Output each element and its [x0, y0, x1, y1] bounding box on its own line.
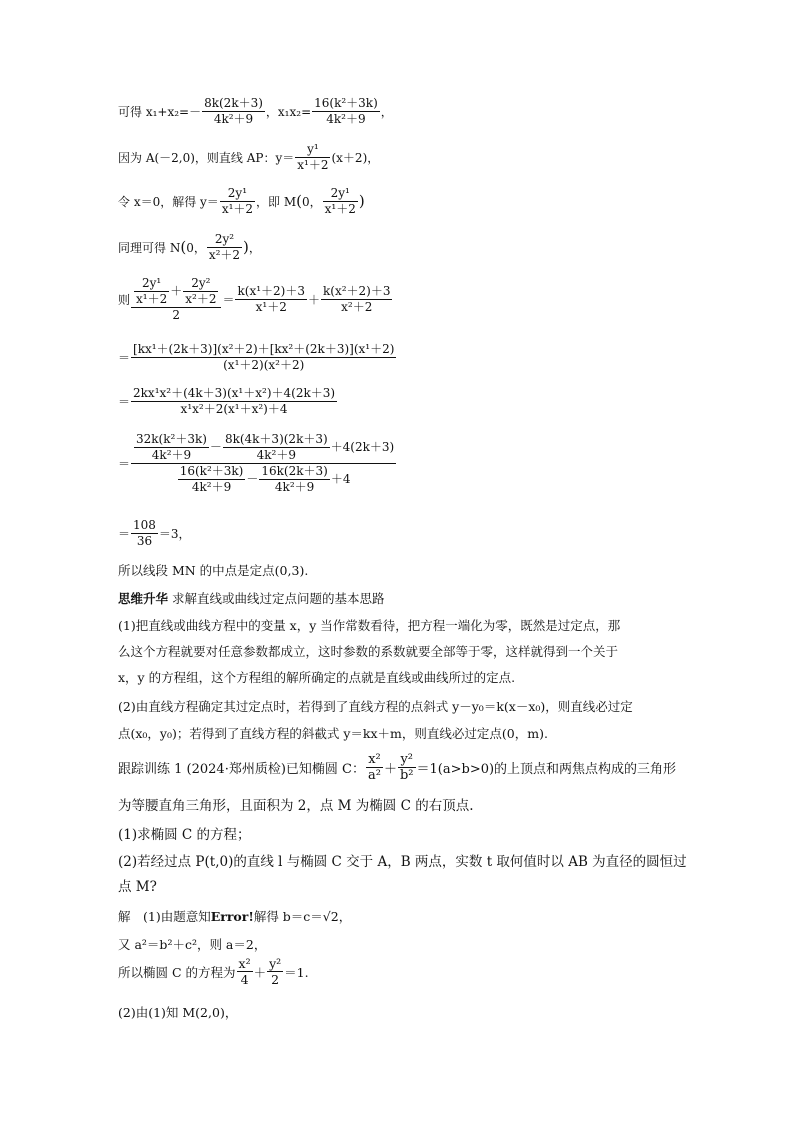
compound-fraction [131, 432, 396, 495]
fraction [259, 464, 329, 495]
text: ＝ [118, 457, 131, 471]
text: ＋4(2k＋3) [330, 440, 395, 454]
para-2a: (2)由直线方程确定其过定点时，若得到了直线方程的点斜式 y－y₀＝k(x－x₀)，则直线必过定 [118, 699, 633, 714]
text: ， [380, 105, 393, 119]
fraction [220, 186, 255, 217]
denominator: 4k²＋9 [151, 448, 192, 462]
text: 0， [186, 241, 206, 255]
fraction [207, 232, 242, 263]
text: ， [248, 241, 261, 255]
denominator: 4k²＋9 [256, 448, 296, 462]
solution-1 [118, 908, 351, 926]
denominator: b² [399, 768, 414, 783]
line-sum-product [118, 96, 393, 127]
text: 可得 x₁+x₂=－ [118, 105, 202, 119]
text: 跟踪训练 1 (2024·郑州质检)已知椭圆 C： [118, 762, 365, 777]
question-1: (1)求椭圆 C 的方程； [118, 827, 251, 843]
numerator: k(x²＋2)＋3 [322, 284, 391, 298]
para-1b: 么这个方程就要对任意参数都成立，这时参数的系数就要全部等于零，这样就得到一个关于 [118, 644, 619, 659]
text: ＋ [383, 762, 397, 777]
solution-4: (2)由(1)知 M(2,0)， [118, 1005, 238, 1020]
numerator [131, 276, 221, 308]
fraction [178, 464, 246, 495]
text: 则 [118, 293, 131, 307]
line-n-point [118, 232, 261, 263]
text: ＝ [118, 527, 131, 541]
fraction [202, 96, 265, 127]
eq-step-4 [118, 432, 397, 495]
text: ＝ [118, 395, 131, 409]
paren-open: ( [296, 192, 302, 210]
text: ＋ [253, 964, 267, 980]
compound-fraction [131, 276, 221, 323]
text: 同理可得 N [118, 241, 181, 255]
denominator: 2 [271, 972, 280, 987]
fraction [321, 284, 392, 315]
eq-step-2 [118, 342, 397, 373]
numerator: 32k(k²＋3k) [136, 432, 207, 446]
text: ＋ [170, 284, 183, 298]
denominator: x¹x²＋2(x¹＋x²)＋4 [180, 402, 288, 416]
solution-3 [118, 956, 309, 987]
fraction [131, 518, 158, 549]
text: ，即 M [256, 195, 297, 209]
fraction [312, 96, 380, 127]
para-1c: x，y 的方程组，这个方程组的解所确定的点就是直线或曲线所过的定点. [118, 670, 516, 685]
numerator: y¹ [295, 142, 330, 158]
denominator: x²＋2 [208, 248, 241, 262]
fraction [237, 956, 253, 987]
text: 解 (1)由题意知 [118, 909, 211, 924]
line-m-point [118, 186, 365, 217]
numerator: k(x¹＋2)＋3 [237, 284, 305, 298]
text: ＝ [118, 351, 131, 365]
denominator: a² [367, 768, 381, 783]
text: ＝3， [158, 527, 191, 541]
para-2b: 点(x₀，y₀)；若得到了直线方程的斜截式 y＝kx＋m，则直线必过定点(0，m). [118, 726, 548, 741]
eq-midpoint-compound [118, 276, 393, 323]
numerator: 8k(4k＋3)(2k＋3) [224, 432, 328, 446]
numerator: 2y² [183, 276, 218, 292]
numerator: 16k(2k＋3) [261, 464, 328, 478]
text: (x＋2)， [331, 151, 380, 165]
denominator: x¹＋2 [255, 300, 287, 314]
text: － [209, 440, 222, 454]
error-marker: Error! [210, 909, 254, 924]
paren-close: ) [358, 192, 365, 210]
para-1a: (1)把直线或曲线方程中的变量 x，y 当作常数看待，把方程一端化为零，既然是过定点，那 [118, 618, 621, 633]
fraction [183, 276, 218, 307]
fraction [223, 432, 330, 463]
text: － [246, 472, 259, 486]
numerator: 2y² [207, 232, 242, 248]
denominator: x²＋2 [341, 300, 373, 314]
denominator: x¹＋2 [136, 292, 168, 306]
numerator: 16(k²＋3k) [314, 96, 378, 110]
numerator: y² [269, 956, 282, 971]
question-2b: 点 M? [118, 879, 157, 895]
text: ，x₁x₂= [265, 105, 312, 119]
text: ＝1(a>b>0)的上顶点和两焦点构成的三角形 [416, 762, 677, 777]
fraction [131, 386, 337, 417]
line-ap [118, 142, 379, 173]
practice-line-2: 为等腰直角三角形，且面积为 2，点 M 为椭圆 C 的右顶点. [118, 798, 474, 814]
think-heading [118, 590, 385, 608]
question-2a: (2)若经过点 P(t,0)的直线 l 与椭圆 C 交于 A，B 两点，实数 t 取何值时以 AB 为直径的圆恒过 [118, 854, 687, 870]
text: ＝1. [284, 964, 309, 980]
denominator: x¹＋2 [324, 202, 356, 216]
numerator: x² [238, 956, 251, 971]
fraction [134, 432, 209, 463]
fraction [398, 752, 416, 783]
fraction [295, 142, 330, 173]
numerator: x² [366, 752, 383, 768]
paren-open: ( [180, 238, 187, 256]
think-subtitle: 求解直线或曲线过定点问题的基本思路 [168, 591, 385, 606]
denominator: 4k²＋9 [326, 112, 366, 126]
fraction [131, 342, 396, 373]
denominator: 4k²＋9 [191, 480, 232, 494]
fraction [366, 752, 383, 783]
text: ＋4 [330, 472, 351, 486]
solution-2: 又 a²＝b²＋c²，则 a＝2， [118, 937, 267, 952]
fraction [134, 276, 169, 307]
denominator: (x¹＋2)(x²＋2) [223, 358, 305, 372]
paren-close: ) [243, 238, 249, 256]
fraction [235, 284, 306, 315]
numerator: 2y¹ [220, 186, 255, 202]
text: 0， [302, 195, 322, 209]
fraction [323, 186, 358, 217]
conclusion: 所以线段 MN 的中点是定点(0,3). [118, 563, 309, 578]
denominator: 4 [240, 972, 249, 987]
numerator: [kx¹＋(2k＋3)](x²＋2)＋[kx²＋(2k＋3)](x¹＋2) [133, 342, 395, 356]
text: 解得 b＝c＝√2， [253, 909, 352, 924]
denominator: 2 [172, 308, 181, 322]
eq-step-3 [118, 386, 338, 417]
numerator: 8k(2k＋3) [204, 96, 263, 110]
numerator: y² [398, 752, 416, 768]
think-title: 思维升华 [118, 591, 169, 606]
denominator: 4k²＋9 [274, 480, 315, 494]
fraction [267, 956, 283, 987]
numerator: 2kx¹x²＋(4k＋3)(x¹＋x²)＋4(2k＋3) [133, 386, 336, 400]
text: ＝ [222, 293, 235, 307]
numerator: 2y¹ [134, 276, 169, 292]
numerator: 2y¹ [323, 186, 358, 202]
text: ＋ [307, 293, 320, 307]
denominator: 4k²＋9 [213, 112, 254, 126]
denominator: x¹＋2 [221, 202, 254, 216]
text: 因为 A(－2,0)，则直线 AP：y＝ [118, 151, 295, 165]
text: 令 x＝0，解得 y＝ [118, 195, 219, 209]
numerator: 108 [133, 518, 156, 532]
numerator [131, 432, 396, 464]
eq-result [118, 518, 191, 549]
denominator [131, 464, 396, 495]
denominator: x¹＋2 [297, 158, 329, 172]
practice-line-1 [118, 752, 676, 783]
denominator: 36 [136, 534, 153, 548]
numerator: 16(k²＋3k) [179, 464, 244, 478]
denominator: x²＋2 [185, 292, 217, 306]
text: 所以椭圆 C 的方程为 [118, 964, 236, 980]
